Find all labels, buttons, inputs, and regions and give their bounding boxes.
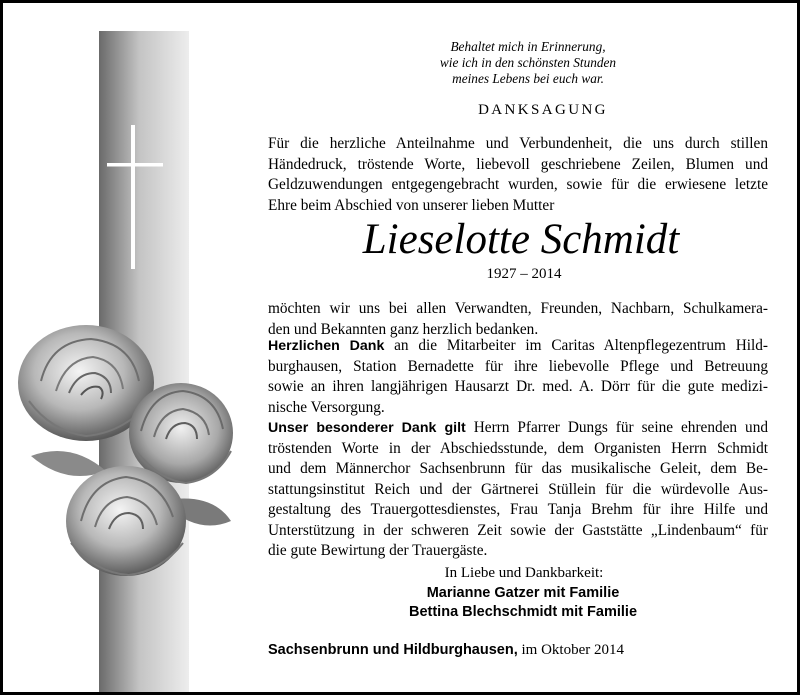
motto-verse [383,39,673,87]
bold-lead: Herzlichen Dank [268,338,385,354]
text-run: an die Mitarbeiter im Caritas Altenpflegezentrum Hild- [384,337,768,354]
intro-paragraph [268,134,768,216]
text-line [268,418,768,439]
text-line: sowie an ihren langjährigen Hausarzt Dr. med. A. Dörr für die gute medizi- [268,378,768,395]
text-line: burghausen, Station Bernadette für ihre liebevolle Pflege und Betreuung [268,357,768,375]
text-line: und dem Männerchor Sachsenbrunn für das musikalische Geleit, dem Be- [268,460,768,477]
text-line: Händedruck, tröstende Worte, liebevoll geschriebene Zeilen, Blumen und [268,155,768,173]
deceased-years: 1927 – 2014 [486,266,562,282]
text-line: Für die herzliche Anteilnahme und Verbundenheit, die uns durch stillen [268,135,768,152]
cross-icon [107,125,163,269]
text-line: stattungsinstitut Reich und der Gärtnerei Stüllein für die würdevolle Aus- [268,480,768,498]
signature-line: Bettina Blechschmidt mit Familie [408,604,638,620]
text-line: Unterstützung in der schweren Zeit sowie der Gaststätte „Lindenbaum“ für [268,521,768,539]
closing-line: In Liebe und Dankbarkeit: [444,565,604,581]
bold-lead: Unser besonderer Dank gilt [268,420,466,436]
roses-image [11,321,236,586]
thanks-family-paragraph [268,299,768,340]
place-date-line [268,642,768,659]
signature-line: Marianne Gatzer mit Familie [426,585,620,601]
text-line: den und Bekannten ganz herzlich bedanken. [268,320,539,338]
text-run: Herrn Pfarrer Dungs für seine ehrenden und [465,419,768,436]
thanks-care-paragraph [268,336,768,418]
text-line: nische Versorgung. [268,398,385,416]
motto-line: wie ich in den schönsten Stunden [439,55,617,70]
text-line: die gute Bewirtung der Trauergäste. [268,542,488,559]
text-line: möchten wir uns bei allen Verwandten, Freunden, Nachbarn, Schulkamera- [268,300,768,317]
text-line [268,336,768,357]
text-line: tröstenden Worte in der Abschiedsstunde, dem Organisten Herrn Schmidt [268,439,768,457]
date-text: im Oktober 2014 [517,642,624,658]
motto-line: Behaltet mich in Erinnerung, [450,39,606,54]
text-line: Geldzuwendungen entgegengebracht wurden, sowie für die erwiesene letzte [268,176,768,193]
text-line: gestaltung des Trauergottesdienstes, Frau Tanja Brehm für ihre Hilfe und [268,501,768,518]
thanks-special-paragraph [268,418,768,562]
motto-line: meines Lebens bei euch war. [452,71,604,86]
place-names: Sachsenbrunn und Hildburghausen, [268,642,518,658]
text-line: Ehre beim Abschied von unserer lieben Mutter [268,196,555,214]
deceased-name: Lieselotte Schmidt [362,216,680,263]
heading-danksagung: DANKSAGUNG [478,102,608,118]
